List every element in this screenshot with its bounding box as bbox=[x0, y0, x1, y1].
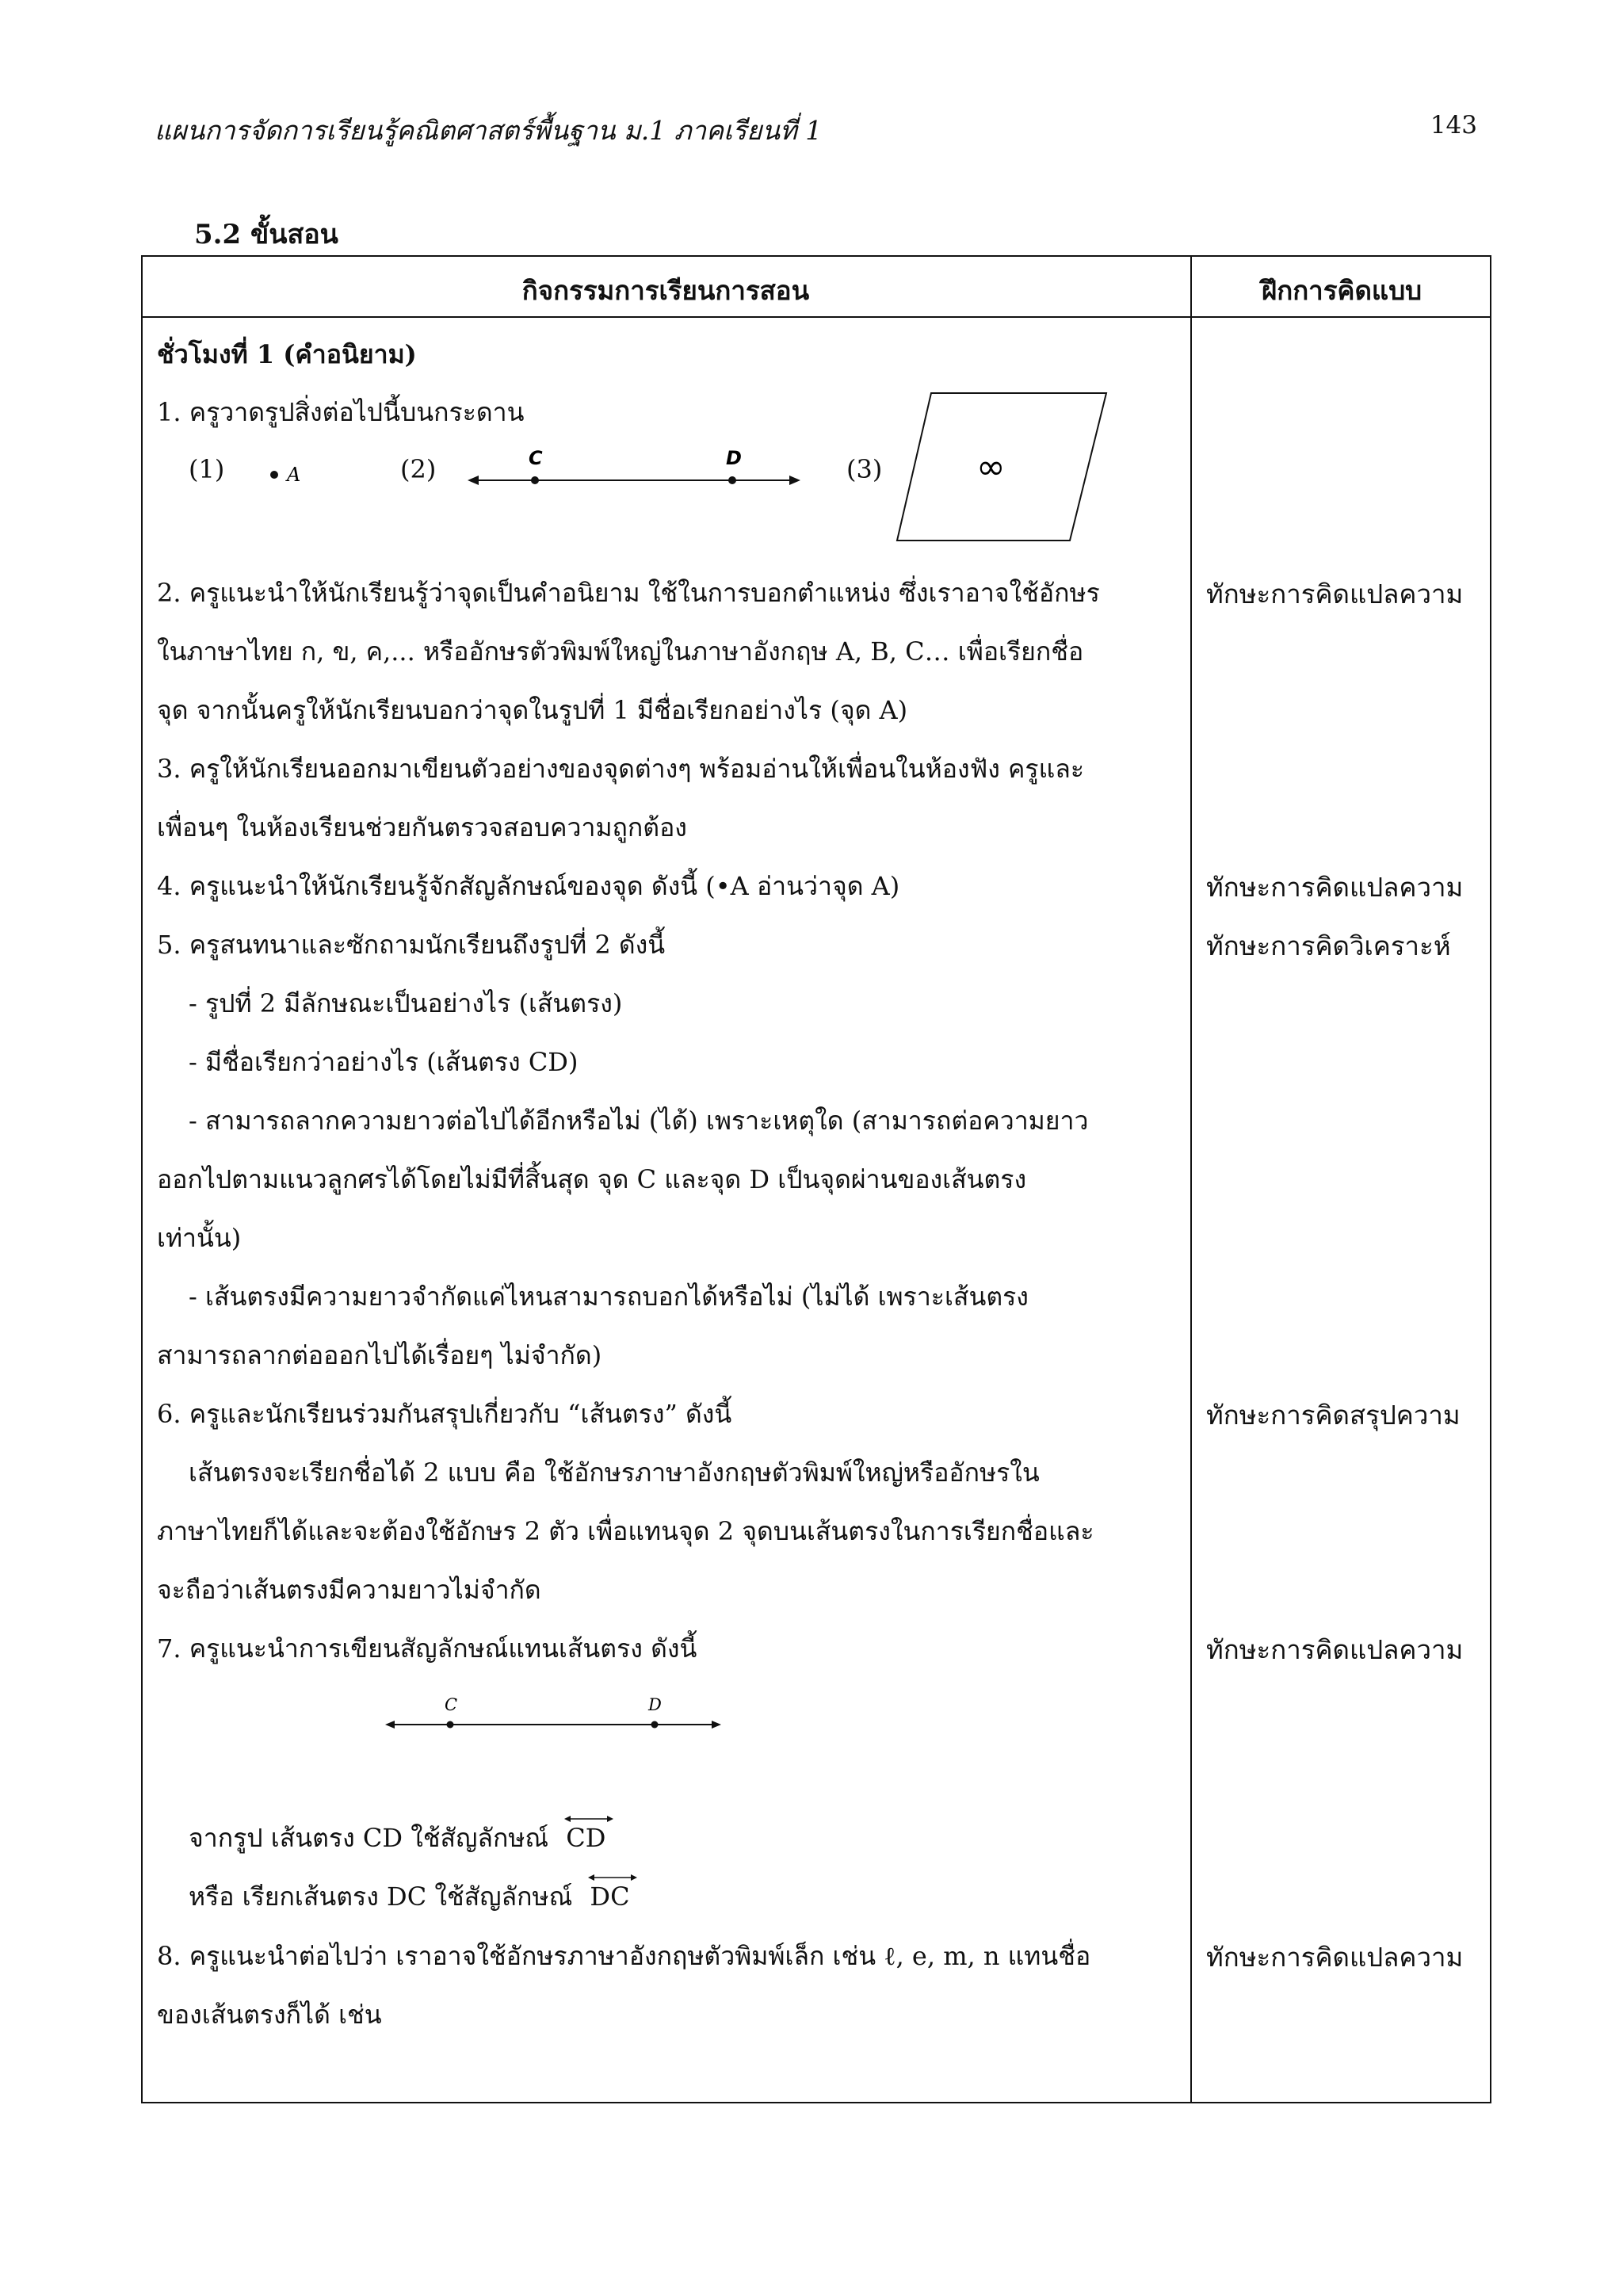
point-c-label: C bbox=[445, 1695, 458, 1714]
page-header-title: แผนการจัดการเรียนรู้คณิตศาสตร์พื้นฐาน ม.1 ภาคเรียนที่ 1 bbox=[155, 115, 823, 146]
arrow-left-icon bbox=[385, 1721, 395, 1729]
point-d-dot bbox=[728, 476, 736, 484]
activity-line: 3. ครูให้นักเรียนออกมาเขียนตัวอย่างของจุดต่างๆ พร้อมอ่านให้เพื่อนในห้องฟัง ครูและ bbox=[157, 754, 1085, 784]
activity-line: ออกไปตามแนวลูกศรได้โดยไม่มีที่สิ้นสุด จุด C และจุด D เป็นจุดผ่านของเส้นตรง bbox=[157, 1164, 1027, 1194]
activity-line: - เส้นตรงมีความยาวจำกัดแค่ไหนสามารถบอกได้หรือไม่ (ไม่ได้ เพราะเส้นตรง bbox=[189, 1282, 1029, 1312]
plane-figure bbox=[896, 392, 1109, 542]
skill-label: ทักษะการคิดแปลความ bbox=[1206, 579, 1464, 609]
figure-label-3: (3) bbox=[846, 454, 883, 484]
activity-line: สามารถลากต่อออกไปได้เรื่อยๆ ไม่จำกัด) bbox=[157, 1340, 602, 1370]
activity-line: ภาษาไทยก็ได้และจะต้องใช้อักษร 2 ตัว เพื่อแทนจุด 2 จุดบนเส้นตรงในการเรียกชื่อและ bbox=[157, 1516, 1094, 1546]
activity-line: เท่านั้น) bbox=[157, 1223, 242, 1253]
column-header-activities: กิจกรรมการเรียนการสอน bbox=[521, 275, 810, 306]
point-a-dot bbox=[270, 471, 278, 479]
column-header-skills: ฝึกการคิดแบบ bbox=[1261, 275, 1423, 306]
header-divider bbox=[141, 316, 1491, 318]
line-dc-symbol bbox=[590, 1881, 629, 1912]
infinity-icon: ∞ bbox=[976, 447, 1006, 487]
activity-line: 6. ครูและนักเรียนร่วมกันสรุปเกี่ยวกับ “เส้นตรง” ดังนี้ bbox=[157, 1399, 732, 1429]
skill-label: ทักษะการคิดแปลความ bbox=[1206, 1634, 1464, 1665]
point-a-label: A bbox=[287, 464, 301, 486]
arrow-right-icon bbox=[789, 476, 800, 485]
figure-label-1: (1) bbox=[189, 454, 225, 484]
column-divider bbox=[1190, 255, 1192, 2103]
symbol-dc-line bbox=[189, 1877, 630, 1917]
point-c-dot bbox=[447, 1721, 454, 1729]
activity-line: จุด จากนั้นครูให้นักเรียนบอกว่าจุดในรูปที่ 1 มีชื่อเรียกอย่างไร (จุด A) bbox=[157, 695, 908, 725]
page-number: 143 bbox=[1430, 111, 1477, 139]
point-d-label: D bbox=[648, 1695, 662, 1714]
double-arrow-icon bbox=[588, 1872, 637, 1883]
section-heading: 5.2 ขั้นสอน bbox=[194, 219, 338, 250]
activity-line: ของเส้นตรงก็ได้ เช่น bbox=[157, 2000, 382, 2030]
activity-line: 4. ครูแนะนำให้นักเรียนรู้จักสัญลักษณ์ของจุด ดังนี้ (•A อ่านว่าจุด A) bbox=[157, 871, 900, 901]
symbol-cd-line bbox=[189, 1818, 605, 1859]
activity-line: 1. ครูวาดรูปสิ่งต่อไปนี้บนกระดาน bbox=[157, 397, 525, 427]
activity-line: ในภาษาไทย ก, ข, ค,... หรืออักษรตัวพิมพ์ใหญ่ในภาษาอังกฤษ A, B, C… เพื่อเรียกชื่อ bbox=[157, 636, 1084, 667]
symbol-cd-text: จากรูป เส้นตรง CD ใช้สัญลักษณ์ bbox=[189, 1823, 549, 1853]
point-d-label: D bbox=[726, 447, 742, 469]
point-c-dot bbox=[531, 476, 539, 484]
activity-line: เส้นตรงจะเรียกชื่อได้ 2 แบบ คือ ใช้อักษรภาษาอังกฤษตัวพิมพ์ใหญ่หรืออักษรใน bbox=[189, 1457, 1040, 1488]
point-a-figure bbox=[262, 464, 309, 487]
symbol-dc-text: หรือ เรียกเส้นตรง DC ใช้สัญลักษณ์ bbox=[189, 1881, 573, 1912]
arrow-left-icon bbox=[468, 476, 479, 485]
symbol-dc-letters: DC bbox=[590, 1881, 630, 1912]
arrow-right-icon bbox=[712, 1721, 721, 1729]
activity-line: 8. ครูแนะนำต่อไปว่า เราอาจใช้อักษรภาษาอังกฤษตัวพิมพ์เล็ก เช่น ℓ, e, m, n แทนชื่อ bbox=[157, 1941, 1091, 1971]
line-cd-diagram bbox=[385, 1696, 721, 1736]
skill-label: ทักษะการคิดแปลความ bbox=[1206, 872, 1464, 903]
symbol-cd-letters: CD bbox=[566, 1823, 606, 1853]
point-d-dot bbox=[651, 1721, 659, 1729]
line-cd-symbol bbox=[566, 1823, 605, 1853]
activity-line: 2. ครูแนะนำให้นักเรียนรู้ว่าจุดเป็นคำอนิยาม ใช้ในการบอกตำแหน่ง ซึ่งเราอาจใช้อักษร bbox=[157, 578, 1100, 608]
activity-line: จะถือว่าเส้นตรงมีความยาวไม่จำกัด bbox=[157, 1575, 541, 1605]
skill-label: ทักษะการคิดวิเคราะห์ bbox=[1206, 930, 1451, 961]
skill-label: ทักษะการคิดสรุปความ bbox=[1206, 1400, 1461, 1431]
activity-line: - มีชื่อเรียกว่าอย่างไร (เส้นตรง CD) bbox=[189, 1047, 579, 1077]
activity-line: - รูปที่ 2 มีลักษณะเป็นอย่างไร (เส้นตรง) bbox=[189, 988, 623, 1018]
activity-line: 7. ครูแนะนำการเขียนสัญลักษณ์แทนเส้นตรง ดังนี้ bbox=[157, 1633, 697, 1664]
activity-line: 5. ครูสนทนาและซักถามนักเรียนถึงรูปที่ 2 ดังนี้ bbox=[157, 930, 666, 960]
hour-title: ชั่วโมงที่ 1 (คำอนิยาม) bbox=[157, 339, 417, 369]
activity-line: เพื่อนๆ ในห้องเรียนช่วยกันตรวจสอบความถูกต้อง bbox=[157, 812, 687, 842]
skill-label: ทักษะการคิดแปลความ bbox=[1206, 1942, 1464, 1973]
figure-label-2: (2) bbox=[400, 454, 437, 484]
activity-line: - สามารถลากความยาวต่อไปได้อีกหรือไม่ (ได้) เพราะเหตุใด (สามารถต่อความยาว bbox=[189, 1106, 1089, 1136]
line-cd-figure bbox=[468, 445, 800, 493]
double-arrow-icon bbox=[564, 1813, 613, 1824]
point-c-label: C bbox=[529, 447, 543, 469]
